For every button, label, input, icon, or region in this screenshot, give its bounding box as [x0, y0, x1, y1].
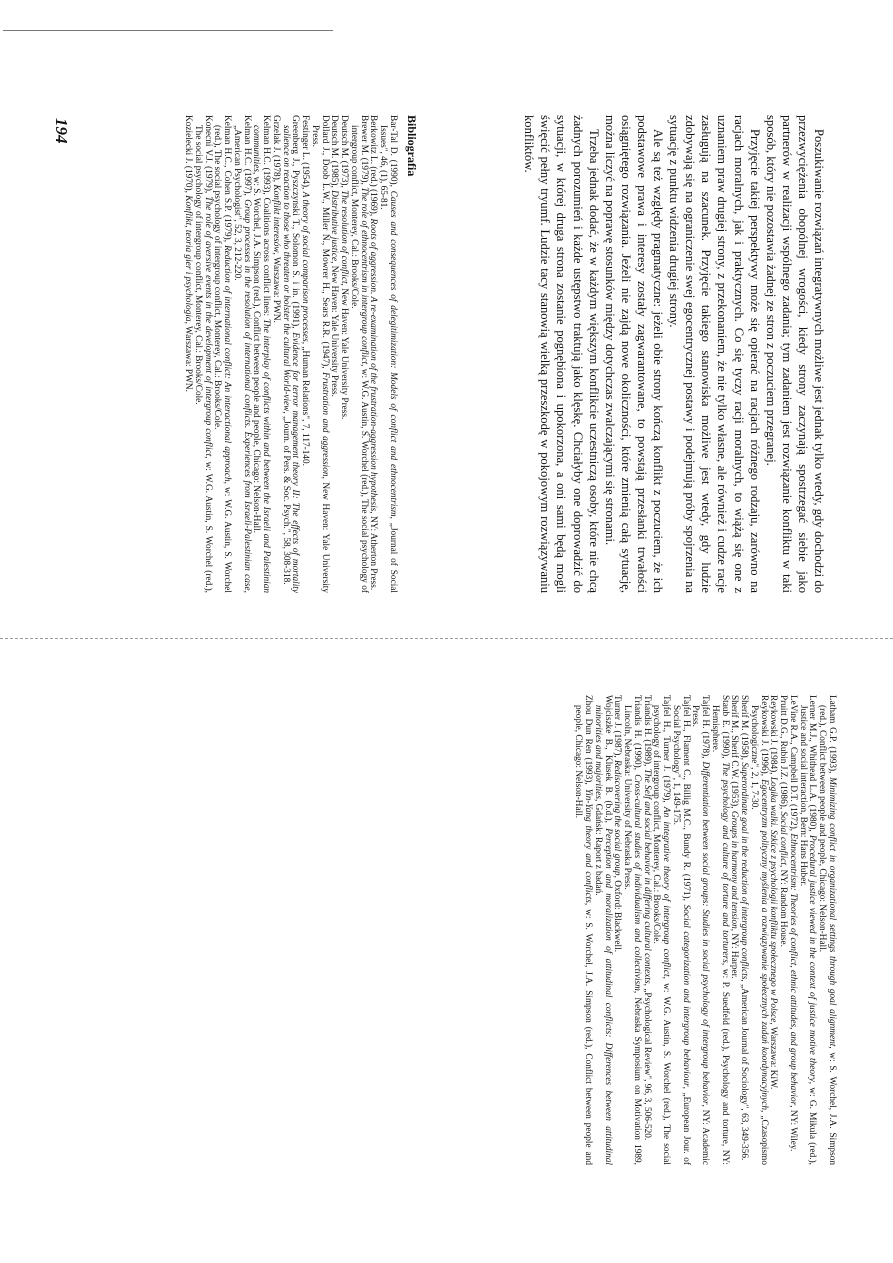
- entry-details: , w: W.G. Austin, S. Worchel (red.), The social psychology of intergroup conflict, Monterey, Cal.: Brooks/Cole.: [193, 125, 213, 593]
- bibliography-entry: [748, 695, 768, 1165]
- entry-details: , Warszawa: PWN.: [183, 321, 194, 392]
- entry-title: Konflikt, teoria gier i psychologia: [183, 195, 194, 322]
- bibliography-entry: [651, 695, 671, 1165]
- entry-title: Egocentryzm polityczny myślenia a rozwiązywanie społecznych zadań koordynacyjnych: [758, 779, 769, 1110]
- entry-author: Sherif M. (1958),: [739, 695, 750, 763]
- entry-details: , New Haven: Yale University Press.: [329, 261, 340, 397]
- entry-title: Frustration and aggression: [319, 372, 330, 477]
- entry-details: , w: W.G. Austin, S. Worchel (red.), The social psychology of intergroup conflict, Monterey, Cal.: Brooks/Cole.: [212, 125, 233, 593]
- bibliography-entry: [778, 695, 788, 1165]
- entry-author: Tajfel H., Turner J. (1979),: [661, 695, 672, 807]
- entry-title: Superordinate goal in the reduction of intergroup conflicts: [739, 762, 750, 980]
- entry-details: , w: P. Suedfeld (red.), Psychology and torture, NY: Hemisphere.: [710, 705, 730, 1165]
- entry-title: Logika walki. Szkice z psychologii konfliktu społecznego w Polsce: [768, 776, 779, 1023]
- bibliography-entry: [797, 695, 817, 1165]
- entry-author: Festinger L. (1954),: [300, 115, 311, 192]
- paragraph: Trzeba jednak dodać, że w każdym większym konflikcie uczestniczą osoby, które nie chcą żadnych porozumień i każde ustępstwo traktują jako klęskę. Chciałyby one doprowadzić do sytuacji, w której druga strona zostanie pognębiona i upokorzona, a oni sami będą mogli święcić pełny tryumf. Ludzie tacy stanowią wielką przeszkodę w pokojowym rozwiązywaniu konfliktów.: [522, 115, 601, 593]
- entry-title: An integrative theory of intergroup conflict: [661, 806, 672, 977]
- entry-author: Kelman H.C., Cohen S.P. (1979),: [222, 115, 233, 246]
- entry-author: Triandis H. (1989),: [641, 695, 652, 769]
- entry-title: Differentiation between social groups: Studies in social psychology of intergroup behavior: [700, 761, 711, 1105]
- entry-author: Deutsch M. (1973),: [339, 115, 350, 191]
- book-spine-divider: [0, 638, 893, 639]
- entry-details: , Gdańsk: Raport z badań.: [593, 799, 603, 896]
- entry-title: Ethnocentrism: Theories of conflict, ethnic attitudes, and group behavior: [788, 833, 798, 1106]
- bibliography-entry: [192, 115, 212, 593]
- entry-details: , NY: Academic Press.: [690, 705, 711, 1165]
- entry-author: Turner J. (1987),: [612, 695, 623, 760]
- entry-author: Reykowski J. (1996),: [758, 695, 769, 780]
- bibliography-heading: Bibliografia: [405, 115, 419, 177]
- entry-details: , „Journ. of Pers. & Soc. Psych.", 58, 308-318.: [280, 411, 291, 585]
- entry-title: The psychology and culture of torture and torturers: [719, 762, 730, 963]
- bibliography-entry: [212, 115, 232, 593]
- entry-title: The resolution of conflict: [339, 190, 350, 284]
- bibliography-entry: [309, 115, 329, 593]
- entry-details: , „American Journal of Sociology", 63, 349-356.: [739, 979, 750, 1161]
- entry-title: Cross-cultural studies of individualism and collectivism: [632, 774, 642, 991]
- entry-title: Social categorization and intergroup behaviour: [680, 904, 691, 1087]
- paragraph: Ale są też względy pragmatyczne: jeżeli obie strony kończą konflikt z poczuciem, że ich podstawowe prawa i interesy zostały zagwarantowane, to powstają przesłanki trwałości osiągniętego rozwiązania. Jeżeli nie zajdą nowe okoliczności, które zmienią całą sytuację, można liczyć na poprawę stosunków między dotychczas zwalczającymi się stronami.: [602, 115, 666, 593]
- page-195: [0, 640, 893, 1263]
- entry-details: , NY: Random House.: [778, 864, 789, 947]
- entry-details: , w: W.G. Austin, S. Worchel (red.), The social psychology of intergroup conflict, Monterey, Cal.: Brooks/Cole.: [651, 705, 672, 1165]
- entry-author: Brewer M. (1979),: [358, 115, 369, 188]
- entry-title: The Self and social behavior in differing cultural contexts: [641, 768, 652, 984]
- entry-author: Staub E. (1990),: [719, 695, 730, 763]
- bibliography-list-left: [183, 115, 398, 593]
- entry-details: , „Human Relations", 7, 117-140.: [300, 341, 311, 467]
- entry-title: Distributive justice: [329, 190, 340, 262]
- entry-details: , Warszawa: PWN.: [271, 252, 281, 323]
- entry-title: Evidence for terror management theory II: The effects of mortality salience on reaction to those who threaten or bolster the cultural World-view: [280, 125, 301, 593]
- entry-title: Group processes in the resolution of international conflicts. Experiences from Israeli-Palestinian case: [241, 199, 252, 591]
- entry-author: Kozielecki J. (1970),: [183, 115, 194, 196]
- entry-details: , w: S. Worchel, J.A. Simpson (red.), Conflict between people and people, Chicago: Nelson-Hall.: [573, 705, 594, 1165]
- entry-author: Tajfel H. (1978),: [700, 695, 711, 762]
- bibliography-entry: [270, 115, 280, 593]
- entry-author: Kelman H.C. (1997),: [241, 115, 252, 200]
- entry-author: Tajfel H., Flament C., Billig M.C., Bundy R. (1971),: [680, 695, 691, 905]
- entry-title: Konflikt interesów: [271, 184, 281, 253]
- bibliography-entry: [368, 115, 378, 593]
- bibliography-entry: [348, 115, 368, 593]
- entry-details: , Warszawa: KiW.: [768, 1022, 779, 1090]
- entry-title: The role of aversive events in the development of intergroup conflict: [202, 196, 213, 457]
- entry-title: Perception and moralization of attitudinal conflicts: Differences between attitudinal minorities and majorities: [593, 705, 613, 1165]
- entry-details: , New Haven: Yale University Press.: [310, 125, 330, 594]
- entry-author: Reykowski J. (1984),: [768, 695, 779, 777]
- entry-details: , NY: Atherton Press.: [368, 511, 379, 591]
- entry-author: Triandis H. (1990),: [632, 695, 642, 775]
- bibliography-entry: [251, 115, 271, 593]
- bibliography-entry: [339, 115, 349, 593]
- bibliography-entry: [817, 695, 837, 1165]
- entry-author: Greenberg J., Pyszczynski T., Solomon S. i in. (1991),: [290, 115, 301, 333]
- bibliography-entry: [329, 115, 339, 593]
- entry-title: The role of ethnocentrism in intergroup conflict: [358, 187, 369, 365]
- entry-details: , „Czasopismo Psychologiczne", 2, 1, 7-30.: [749, 705, 769, 1165]
- bibliography-entry: [768, 695, 778, 1165]
- bibliography-entry: [670, 695, 690, 1165]
- bibliography-entry: [739, 695, 749, 1165]
- bibliography-entry: [622, 695, 642, 1165]
- entry-author: Pruitt D.G., Rubin J.Z. (1986),: [778, 695, 789, 812]
- entry-author: Grzelak J. (1978),: [271, 115, 281, 185]
- bibliography-entry: [592, 695, 612, 1165]
- entry-author: Lerner M.J., Whithead L.A. (1980),: [807, 695, 818, 835]
- bibliography-entry: [709, 695, 729, 1165]
- entry-author: Dollard J., Doob L.W., Miller N., Mowrer H., Sears R.R. (1947),: [319, 115, 330, 373]
- bibliography-entry: [612, 695, 622, 1165]
- bibliography-list-right: [573, 695, 836, 1165]
- entry-details: , w: W.G. Austin, S. Worchel (red.), The social psychology of intergroup conflict, Monterey, Cal.: Brooks/Cole.: [349, 125, 369, 593]
- entry-title: Minimizing conflict in organizational settings through goal alignment: [827, 777, 837, 1047]
- paragraph: Przyjęcie takiej perspektywy może się opierać na racjach różnego rodzaju, zarówno na racjach moralnych, jak i praktycznych. Co się tyczy racji moralnych, to wiążą się one z uznaniem praw drugiej strony, z przekonaniem, że nie tylko własne, ale również i cudze racje zasługują na szacunek. Przyjęcie takiego stanowiska możliwe jest wtedy, gdy ludzie zdobywają się na ograniczenie swej egocentrycznej postawy i podejmują próby spojrzenia na sytuację z punktu widzenia drugiej strony.: [667, 115, 762, 593]
- entry-title: Social conflict: [778, 811, 789, 865]
- paragraph: Poszukiwanie rozwiązań integratywnych możliwe jest jednak tylko wtedy, gdy dochodzi do przezwyciężenia obopólnej wrogości, kiedy strony zaczynają spostrzegać siebie jako partnerów w realizacji wspólnego zadania; tym zadaniem jest rozwiązanie konfliktu w taki sposób, który nie pozostawia żadnej ze stron z poczuciem przegranej.: [763, 115, 826, 593]
- entry-author: Latham G.P. (1993),: [827, 695, 837, 778]
- entry-title: A theory of social comparison processes: [300, 191, 311, 342]
- entry-author: Berkowitz L. (red.) (1969),: [368, 115, 379, 219]
- entry-details: , w: S. Worchel, J.A. Simpson (red.), Conflict between people and people, Chicago: Nelson-Hall.: [817, 705, 837, 1165]
- entry-details: , New Haven: Yale University Press.: [339, 283, 350, 420]
- bibliography-entry: [378, 115, 398, 593]
- entry-details: , Nebraska Symposium on Motivation 1989, Lincoln, Nebraska: University of Nebraska Press.: [622, 705, 642, 1165]
- bibliography-entry: [729, 695, 739, 1165]
- entry-author: Konecni V.J. (1979),: [202, 115, 213, 197]
- entry-title: Roots of aggression. A re-examination of the frustration-aggression hypothesis: [368, 218, 379, 512]
- page-number: 194: [52, 118, 71, 144]
- entry-title: Procedural justice viewed in the context of justice motive theory: [807, 835, 818, 1082]
- entry-author: LeVine R.A., Campbell D.T. (1972),: [788, 695, 798, 834]
- entry-author: Zhou Dun Ren (1993),: [583, 695, 594, 789]
- bibliography-entry: [787, 695, 797, 1165]
- bibliography-entry: [690, 695, 710, 1165]
- entry-title: Reduction of international conflict: An interactional approach: [222, 245, 233, 482]
- bibliography-entry: [183, 115, 193, 593]
- bibliography-entry: [231, 115, 251, 593]
- entry-author: Wojciszke B., Klusek B. (b.d.),: [602, 695, 613, 829]
- entry-details: , NY: Harper.: [729, 928, 740, 979]
- entry-details: , „European Jour. of Social Psychology", 1, 149-175.: [671, 705, 691, 1165]
- entry-details: , NY: Wiley.: [788, 1105, 798, 1152]
- entry-details: , „Psychological Review", 96, 3, 506-520.: [641, 983, 652, 1141]
- entry-title: The interplay of conflicts within and between the Israeli and Palestinian communities: [251, 125, 272, 593]
- entry-details: , „Journal of Social Issues", 46, (1), 65-81.: [378, 125, 398, 593]
- entry-details: , w: G. Mikula (red.), Justice and social interaction, Bern: Hans Huber.: [797, 705, 818, 1165]
- entry-author: Deutsch M. (1985),: [329, 115, 340, 191]
- bibliography-entry: [300, 115, 310, 593]
- entry-title: Groups in harmony and tension: [729, 810, 740, 929]
- body-text: [521, 115, 827, 593]
- bibliography-entry: [641, 695, 651, 1165]
- entry-details: , w: S. Worchel, J.A. Simpson (red.), Conflict between people and people, Chicago: Nelson-Hall.: [251, 172, 262, 534]
- bibliography-entry: [280, 115, 300, 593]
- entry-author: Kelman H.C. (1993), Coalitions across conflict lines:: [261, 115, 272, 319]
- entry-author: Sherif M., Sherif C.W. (1953),: [729, 695, 740, 811]
- entry-author: Bar-Tal D. (1990),: [388, 115, 398, 191]
- entry-title: Causes and consequences of delegitimization: Models of conflict and ethnocentrism: [388, 190, 398, 517]
- entry-title: Rediscovering the social group: [612, 760, 623, 876]
- entry-title: Yin-Yang theory and conflicts: [583, 788, 594, 903]
- bibliography-entry: [573, 695, 593, 1165]
- entry-details: , Oxford: Blackwell.: [612, 875, 623, 953]
- entry-details: , „American Psychologist", 52, 3, 212-220.: [232, 125, 252, 593]
